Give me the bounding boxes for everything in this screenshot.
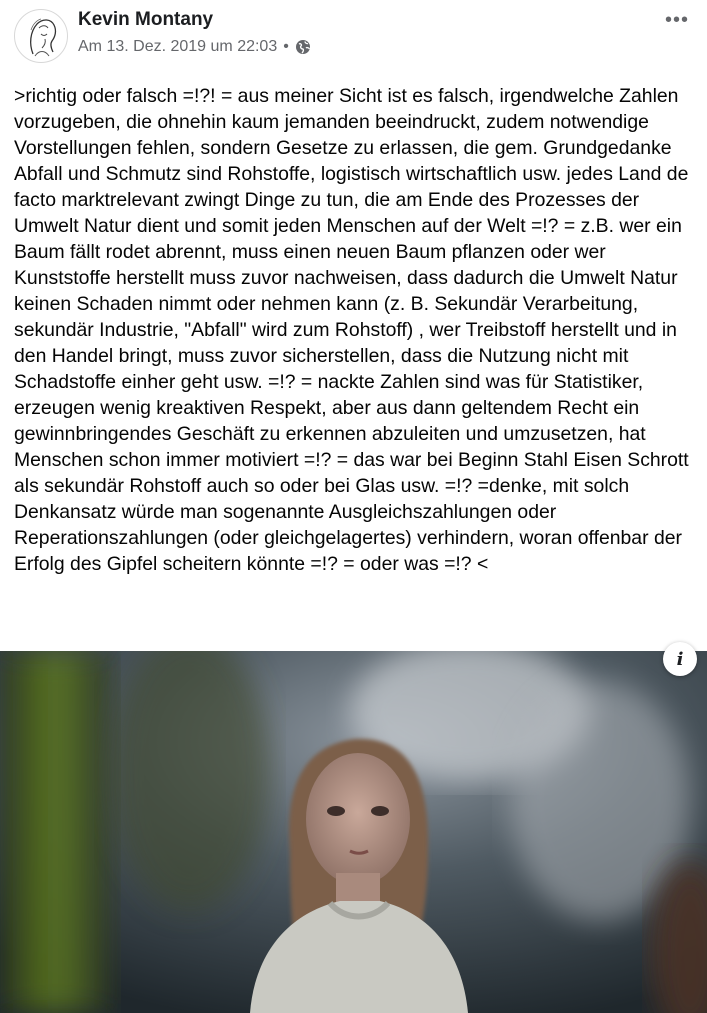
more-options-button[interactable]: ••• [664,9,689,31]
post-photo[interactable] [0,651,707,1013]
globe-icon[interactable] [295,39,311,55]
post-timestamp[interactable]: Am 13. Dez. 2019 um 22:03 [78,38,278,55]
post-meta [78,38,311,56]
post-body-text: >richtig oder falsch =!?! = aus meiner Sicht ist es falsch, irgendwelche Zahlen vorzugeben, die ohnehin kaum jemanden beeindruckt, zudem notwendige Vorstellungen fehlen, sondern Gesetze zu erlassen, die gem. Grundgedanke Abfall und Schmutz sind Rohstoffe, logistisch wirtschaftlich usw. jedes Land de facto marktrelevant zwingt Dinge zu tun, die am Ende des Prozesses der Umwelt Natur dient und somit jeden Menschen auf der Welt =!? = z.B. wer ein Baum fällt rodet abrennt, muss einen neuen Baum pflanzen oder wer Kunststoffe herstellt muss zuvor nachweisen, dass dadurch die Umwelt Natur keinen Schaden nimmt oder nehmen kann (z. B. Sekundär Verarbeitung, sekundär Industrie, "Abfall" wird zum Rohstoff) , wer Treibstoff herstellt und in den Handel bringt, muss zuvor sicherstellen, dass die Nutzung nicht mit Schadstoffe einher geht usw. =!? = nackte Zahlen sind was für Statistiker, erzeugen wenig kreaktiven Respekt, aber aus dann geltendem Recht ein gewinnbringendes Geschäft zu erkennen abzuleiten und umzusetzen, hat Menschen schon immer motiviert =!? = das war bei Beginn Stahl Eisen Schrott als sekundär Rohstoff auch so oder bei Glas usw. =!? =denke, mit solch Denkansatz würde man sogenannte Ausgleichszahlungen oder Reperationszahlungen (oder gleichgelagertes) verhindern, woran offenbar der Erfolg des Gipfel scheitern könnte =!? = oder was =!? < [14,85,689,575]
photo-illustration [0,651,707,1013]
avatar[interactable] [14,9,68,63]
author-name[interactable]: Kevin Montany [78,9,214,30]
avatar-sketch-icon [15,10,67,62]
post-header [0,0,707,72]
photo-info-button[interactable]: i [663,642,697,676]
meta-separator: • [283,38,289,55]
